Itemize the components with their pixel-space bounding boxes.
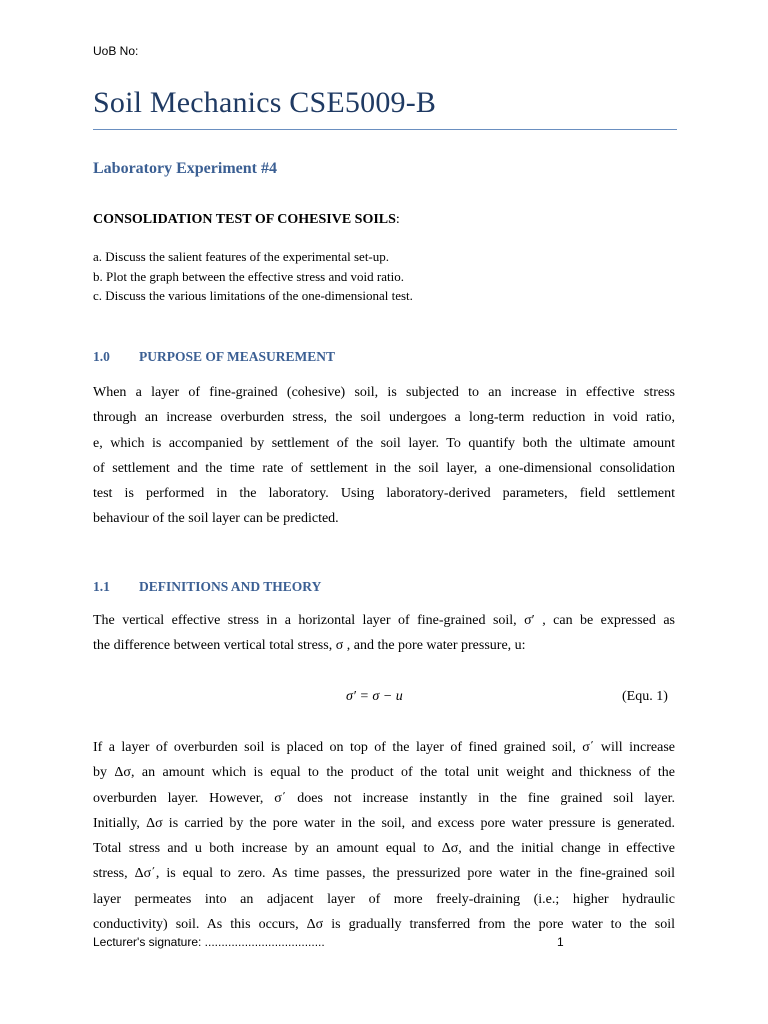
consolidation-heading-colon: : [395,212,400,227]
definitions-intro-paragraph [93,608,675,659]
paragraph-line: behaviour of the soil layer can be predicted. [93,511,339,527]
lecturer-signature: Lecturer's signature: .................................... [93,935,325,949]
task-item: c. Discuss the various limitations of the one-dimensional test. [93,288,413,303]
page-number: 1 [557,935,564,949]
consolidation-heading-text: CONSOLIDATION TEST OF COHESIVE SOILS [93,212,396,227]
paragraph-line: layer permeates into an adjacent layer of more freely-draining (i.e.; higher hydraulic [93,891,675,907]
paragraph-line: stress, Δσ΄, is equal to zero. As time passes, the pressurized pore water in the fine-grained soil [93,866,675,882]
equation: σ′ = σ − u [346,689,403,704]
paragraph-line: Total stress and u both increase by an amount equal to Δσ, and the initial change in effective [93,841,675,857]
page-title: Soil Mechanics CSE5009-B [93,86,437,119]
paragraph-line: the difference between vertical total stress, σ , and the pore water pressure, u: [93,638,526,654]
paragraph-line: overburden layer. However, σ΄ does not increase instantly in the fine grained soil layer. [93,790,675,806]
paragraph-line: Initially, Δσ is carried by the pore water in the soil, and excess pore water pressure is generated. [93,815,675,831]
title-divider [93,129,677,130]
consolidation-heading [93,212,400,228]
paragraph-line: of settlement and the time rate of settlement in the soil layer, a one-dimensional consolidation [93,460,675,476]
experiment-subtitle: Laboratory Experiment #4 [93,160,277,177]
task-item: a. Discuss the salient features of the experimental set-up. [93,249,390,264]
paragraph-line: If a layer of overburden soil is placed on top of the layer of fined grained soil, σ΄ will increase [93,740,675,755]
paragraph-line: The vertical effective stress in a horizontal layer of fine-grained soil, σ′ , can be expressed as [93,613,675,628]
paragraph-line: through an increase overburden stress, the soil undergoes a long-term reduction in void ratio, [93,410,675,426]
paragraph-line: When a layer of fine-grained (cohesive) soil, is subjected to an increase in effective stress [93,385,675,400]
section-title: PURPOSE OF MEASUREMENT [139,349,336,364]
task-item: b. Plot the graph between the effective stress and void ratio. [93,268,404,284]
section-number: 1.0 [93,349,110,364]
task-list [93,247,413,306]
uob-number-label: UoB No: [93,44,139,58]
equation-reference: (Equ. 1) [622,689,668,704]
paragraph-line: conductivity) soil. As this occurs, Δσ is gradually transferred from the pore water to the soil [93,917,675,933]
section-title: DEFINITIONS AND THEORY [139,579,322,594]
purpose-paragraph [93,380,675,532]
paragraph-line: by Δσ, an amount which is equal to the product of the total unit weight and thickness of the [93,765,675,781]
definitions-body-paragraph [93,735,675,937]
paragraph-line: test is performed in the laboratory. Using laboratory-derived parameters, field settlement [93,486,675,502]
paragraph-line: e, which is accompanied by settlement of the soil layer. To quantify both the ultimate amount [93,435,675,451]
section-heading-definitions [93,579,321,595]
section-heading-purpose [93,349,335,365]
section-number: 1.1 [93,579,110,594]
